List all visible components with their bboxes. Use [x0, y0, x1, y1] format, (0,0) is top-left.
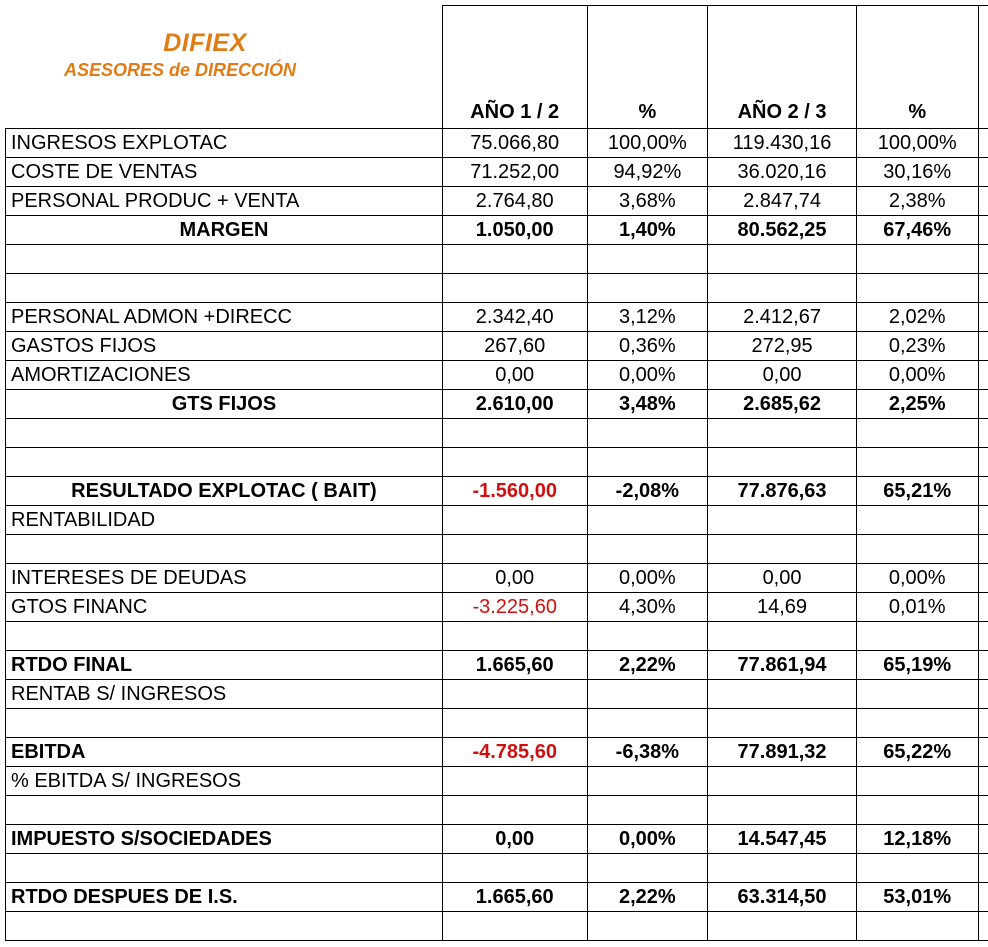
cut-cell [978, 129, 988, 158]
table-row [6, 709, 988, 738]
table-row [6, 477, 988, 506]
cut-cell [978, 216, 988, 245]
year-1-percent: 3,12% [587, 303, 708, 332]
year-1-percent [587, 419, 708, 448]
cut-cell [978, 419, 988, 448]
row-label: IMPUESTO S/SOCIEDADES [6, 825, 443, 854]
year-1-value: 75.066,80 [442, 129, 587, 158]
year-1-value: 2.342,40 [442, 303, 587, 332]
year-2-value: 77.861,94 [708, 651, 857, 680]
cut-cell [978, 6, 988, 129]
year-2-value: 77.891,32 [708, 738, 857, 767]
logo-tagline: ASESORES de DIRECCIÓN [63, 60, 297, 80]
table-row [6, 390, 988, 419]
year-2-value: 2.847,74 [708, 187, 857, 216]
table-row [6, 274, 988, 303]
header-pct-2: % [856, 6, 978, 129]
table-row [6, 883, 988, 912]
year-2-percent: 67,46% [856, 216, 978, 245]
year-1-value: -1.560,00 [442, 477, 587, 506]
row-label: % EBITDA S/ INGRESOS [6, 767, 443, 796]
year-2-percent: 0,00% [856, 564, 978, 593]
year-1-value [442, 680, 587, 709]
row-label [6, 854, 443, 883]
year-2-percent [856, 448, 978, 477]
year-2-percent: 65,21% [856, 477, 978, 506]
year-2-value: 272,95 [708, 332, 857, 361]
row-label [6, 245, 443, 274]
year-1-value: 0,00 [442, 825, 587, 854]
year-1-value: 1.050,00 [442, 216, 587, 245]
header-blank-cell [6, 6, 443, 129]
row-label: PERSONAL PRODUC + VENTA [6, 187, 443, 216]
year-2-percent [856, 709, 978, 738]
row-label [6, 448, 443, 477]
year-1-percent [587, 448, 708, 477]
cut-cell [978, 361, 988, 390]
year-1-value: 1.665,60 [442, 883, 587, 912]
year-1-percent [587, 274, 708, 303]
table-row [6, 738, 988, 767]
year-1-percent: 94,92% [587, 158, 708, 187]
year-1-value [442, 506, 587, 535]
year-1-percent: 1,40% [587, 216, 708, 245]
year-2-percent [856, 796, 978, 825]
year-1-value: 267,60 [442, 332, 587, 361]
table-row [6, 332, 988, 361]
table-row [6, 854, 988, 883]
year-2-percent [856, 274, 978, 303]
year-1-percent [587, 767, 708, 796]
year-1-percent: 2,22% [587, 883, 708, 912]
year-2-value [708, 796, 857, 825]
year-1-percent [587, 622, 708, 651]
cut-cell [978, 593, 988, 622]
row-label [6, 709, 443, 738]
table-row [6, 216, 988, 245]
year-1-value [442, 535, 587, 564]
year-1-value [442, 854, 587, 883]
cut-cell [978, 825, 988, 854]
year-1-percent [587, 796, 708, 825]
row-label [6, 622, 443, 651]
cut-cell [978, 912, 988, 941]
table-row [6, 767, 988, 796]
year-2-percent [856, 622, 978, 651]
header-year-1: AÑO 1 / 2 [442, 6, 587, 129]
year-1-percent: 4,30% [587, 593, 708, 622]
cut-cell [978, 564, 988, 593]
year-1-value: 71.252,00 [442, 158, 587, 187]
row-label [6, 912, 443, 941]
table-row [6, 593, 988, 622]
row-label: RESULTADO EXPLOTAC ( BAIT) [6, 477, 443, 506]
year-1-value: 2.764,80 [442, 187, 587, 216]
table-row [6, 912, 988, 941]
table-row [6, 506, 988, 535]
year-2-value [708, 274, 857, 303]
year-1-percent [587, 245, 708, 274]
row-label [6, 796, 443, 825]
year-2-percent: 2,02% [856, 303, 978, 332]
cut-cell [978, 767, 988, 796]
year-1-value [442, 912, 587, 941]
year-2-value [708, 854, 857, 883]
year-2-value: 36.020,16 [708, 158, 857, 187]
table-row [6, 187, 988, 216]
year-2-percent [856, 419, 978, 448]
logo-name: DIFIEX [163, 29, 247, 57]
year-1-value: 0,00 [442, 361, 587, 390]
year-2-percent: 2,25% [856, 390, 978, 419]
row-label: GASTOS FIJOS [6, 332, 443, 361]
year-2-value: 14,69 [708, 593, 857, 622]
year-1-value: 0,00 [442, 564, 587, 593]
year-2-percent: 12,18% [856, 825, 978, 854]
year-2-value: 14.547,45 [708, 825, 857, 854]
year-2-value [708, 419, 857, 448]
year-2-value: 80.562,25 [708, 216, 857, 245]
year-1-percent: 0,00% [587, 564, 708, 593]
year-1-value [442, 796, 587, 825]
year-2-value: 2.685,62 [708, 390, 857, 419]
year-2-percent [856, 680, 978, 709]
row-label: MARGEN [6, 216, 443, 245]
cut-cell [978, 535, 988, 564]
row-label: AMORTIZACIONES [6, 361, 443, 390]
table-row [6, 680, 988, 709]
year-1-value: 2.610,00 [442, 390, 587, 419]
year-2-percent: 53,01% [856, 883, 978, 912]
row-label: INTERESES DE DEUDAS [6, 564, 443, 593]
table-row [6, 419, 988, 448]
year-2-percent [856, 912, 978, 941]
table-row [6, 796, 988, 825]
row-label: INGRESOS EXPLOTAC [6, 129, 443, 158]
year-1-percent [587, 535, 708, 564]
year-2-percent: 30,16% [856, 158, 978, 187]
row-label [6, 419, 443, 448]
year-1-value: -3.225,60 [442, 593, 587, 622]
table-row [6, 158, 988, 187]
year-2-percent [856, 854, 978, 883]
year-1-value [442, 245, 587, 274]
year-1-value: 1.665,60 [442, 651, 587, 680]
table-row [6, 651, 988, 680]
year-1-value [442, 709, 587, 738]
year-2-value: 2.412,67 [708, 303, 857, 332]
year-2-percent [856, 506, 978, 535]
row-label [6, 535, 443, 564]
cut-cell [978, 390, 988, 419]
header-year-2: AÑO 2 / 3 [708, 6, 857, 129]
year-2-value [708, 622, 857, 651]
year-2-percent: 0,01% [856, 593, 978, 622]
year-1-percent: 3,48% [587, 390, 708, 419]
year-2-percent: 0,00% [856, 361, 978, 390]
year-1-value [442, 419, 587, 448]
table-row [6, 303, 988, 332]
year-2-percent: 65,22% [856, 738, 978, 767]
year-2-value [708, 767, 857, 796]
year-1-percent [587, 506, 708, 535]
row-label: RTDO FINAL [6, 651, 443, 680]
year-2-percent: 0,23% [856, 332, 978, 361]
year-2-value: 63.314,50 [708, 883, 857, 912]
year-2-value [708, 680, 857, 709]
financial-table [5, 5, 988, 941]
year-2-value: 0,00 [708, 564, 857, 593]
year-2-value [708, 535, 857, 564]
row-label: RENTABILIDAD [6, 506, 443, 535]
cut-cell [978, 187, 988, 216]
year-2-percent: 2,38% [856, 187, 978, 216]
cut-cell [978, 651, 988, 680]
year-2-percent [856, 767, 978, 796]
header-pct-1: % [587, 6, 708, 129]
cut-cell [978, 709, 988, 738]
cut-cell [978, 448, 988, 477]
year-1-value: -4.785,60 [442, 738, 587, 767]
cut-cell [978, 245, 988, 274]
year-1-value [442, 274, 587, 303]
year-1-percent: 2,22% [587, 651, 708, 680]
table-row [6, 564, 988, 593]
year-2-value [708, 912, 857, 941]
row-label [6, 274, 443, 303]
table-row [6, 448, 988, 477]
cut-cell [978, 854, 988, 883]
year-2-value: 77.876,63 [708, 477, 857, 506]
cut-cell [978, 738, 988, 767]
cut-cell [978, 274, 988, 303]
row-label: EBITDA [6, 738, 443, 767]
year-2-percent [856, 535, 978, 564]
cut-cell [978, 796, 988, 825]
year-1-percent [587, 912, 708, 941]
year-1-percent: -6,38% [587, 738, 708, 767]
table-row [6, 129, 988, 158]
row-label: PERSONAL ADMON +DIRECC [6, 303, 443, 332]
year-1-percent: 3,68% [587, 187, 708, 216]
year-2-value: 119.430,16 [708, 129, 857, 158]
year-1-value [442, 448, 587, 477]
table-row [6, 245, 988, 274]
year-1-percent [587, 709, 708, 738]
cut-cell [978, 506, 988, 535]
year-2-percent: 100,00% [856, 129, 978, 158]
year-1-value [442, 767, 587, 796]
cut-cell [978, 303, 988, 332]
year-1-percent: 100,00% [587, 129, 708, 158]
year-1-percent: -2,08% [587, 477, 708, 506]
cut-cell [978, 622, 988, 651]
cut-cell [978, 332, 988, 361]
year-2-percent [856, 245, 978, 274]
cut-cell [978, 477, 988, 506]
cut-cell [978, 680, 988, 709]
cut-cell [978, 883, 988, 912]
table-row [6, 535, 988, 564]
year-2-value [708, 448, 857, 477]
year-2-value [708, 245, 857, 274]
year-2-value [708, 506, 857, 535]
row-label: GTS FIJOS [6, 390, 443, 419]
table-row [6, 825, 988, 854]
row-label: RTDO DESPUES DE I.S. [6, 883, 443, 912]
year-1-percent: 0,00% [587, 361, 708, 390]
year-1-percent: 0,00% [587, 825, 708, 854]
row-label: RENTAB S/ INGRESOS [6, 680, 443, 709]
year-1-value [442, 622, 587, 651]
year-2-value: 0,00 [708, 361, 857, 390]
year-1-percent: 0,36% [587, 332, 708, 361]
year-1-percent [587, 680, 708, 709]
year-2-value [708, 709, 857, 738]
year-2-percent: 65,19% [856, 651, 978, 680]
table-row [6, 622, 988, 651]
table-row [6, 361, 988, 390]
table-header-row [6, 6, 988, 129]
cut-cell [978, 158, 988, 187]
row-label: GTOS FINANC [6, 593, 443, 622]
row-label: COSTE DE VENTAS [6, 158, 443, 187]
year-1-percent [587, 854, 708, 883]
